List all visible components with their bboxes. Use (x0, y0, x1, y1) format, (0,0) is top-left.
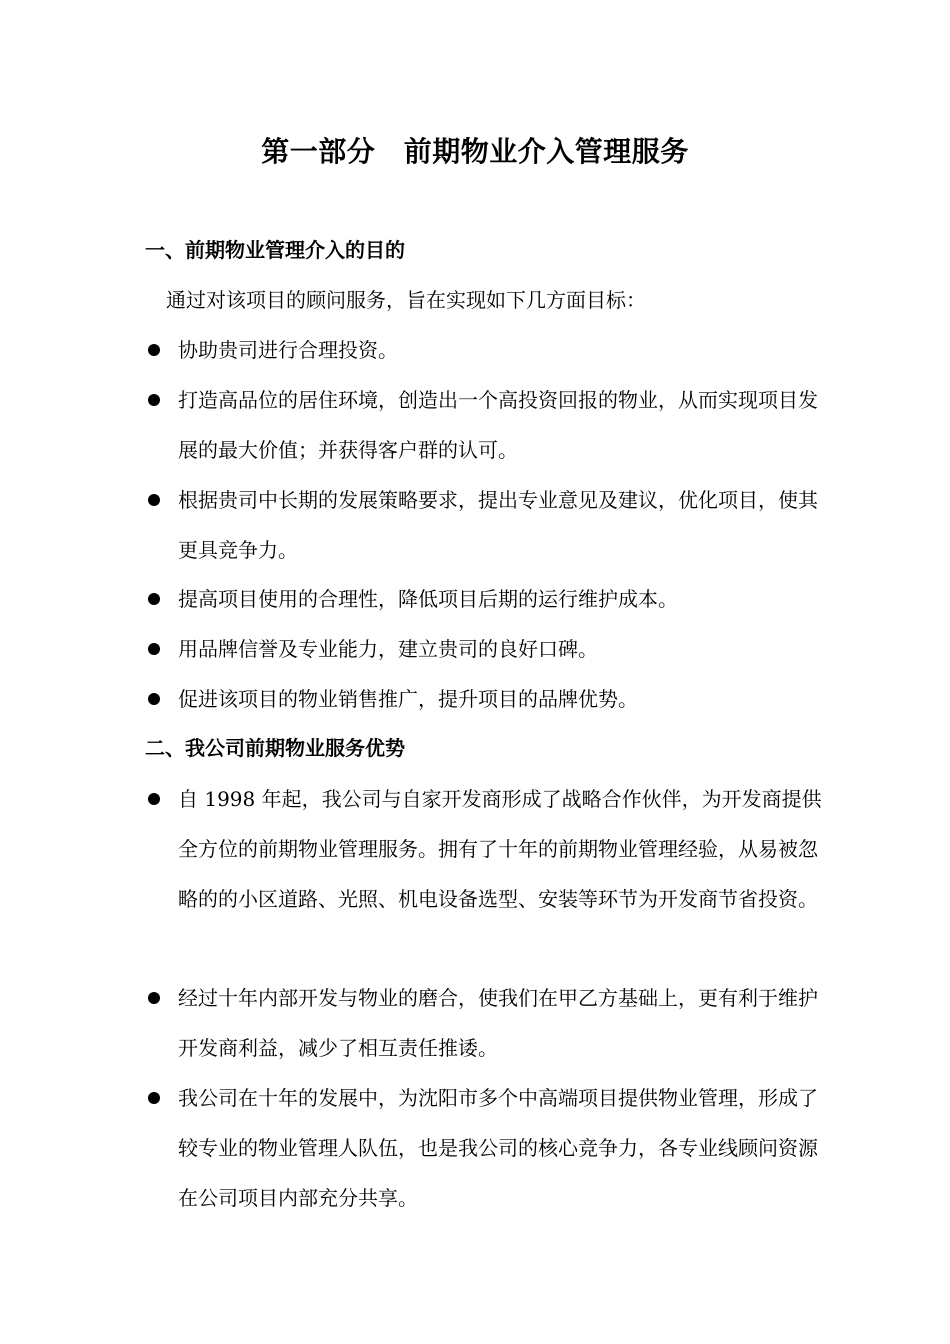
section-heading-advantages: 二、我公司前期物业服务优势 (145, 736, 405, 760)
list-item (145, 684, 825, 724)
section-heading-purpose: 一、前期物业管理介入的目的 (145, 238, 405, 262)
bullet-icon (148, 1092, 160, 1104)
list-item (145, 485, 825, 575)
list-item-text: 提高项目使用的合理性，降低项目后期的运行维护成本。 (178, 587, 678, 611)
page-title: 第一部分 前期物业介入管理服务 (261, 135, 689, 168)
list-item-text: 经过十年内部开发与物业的磨合，使我们在甲乙方基础上，更有利于维护开发商利益，减少了相互责任推诿。 (178, 986, 818, 1060)
bullet-icon (148, 793, 160, 805)
list-item-text: 促进该项目的物业销售推广，提升项目的品牌优势。 (178, 687, 638, 711)
bullet-icon (148, 693, 160, 705)
bullet-icon (148, 593, 160, 605)
bullet-icon (148, 992, 160, 1004)
list-item (145, 983, 825, 1073)
list-item-text: 打造高品位的居住环境，创造出一个高投资回报的物业，从而实现项目发展的最大价值；并获得客户群的认可。 (178, 388, 818, 462)
bullet-icon (148, 344, 160, 356)
bullet-icon (148, 494, 160, 506)
bullet-icon (148, 394, 160, 406)
list-item (145, 634, 825, 674)
list-item-text: 协助贵司进行合理投资。 (178, 338, 398, 362)
intro-paragraph: 通过对该项目的顾问服务，旨在实现如下几方面目标： (166, 288, 646, 312)
list-item (145, 335, 825, 375)
list-item-text: 我公司在十年的发展中，为沈阳市多个中高端项目提供物业管理，形成了较专业的物业管理人队伍，也是我公司的核心竞争力，各专业线顾问资源在公司项目内部充分共享。 (178, 1086, 818, 1210)
list-item-text: 自 1998 年起，我公司与自家开发商形成了战略合作伙伴，为开发商提供全方位的前期物业管理服务。拥有了十年的前期物业管理经验，从易被忽略的的小区道路、光照、机电设备选型、安装等环节为开发商节省投资。 (178, 787, 822, 911)
list-item-text: 根据贵司中长期的发展策略要求，提出专业意见及建议，优化项目，使其更具竞争力。 (178, 488, 818, 562)
list-item (145, 385, 825, 475)
list-item (145, 1083, 825, 1223)
list-item (145, 784, 825, 924)
bullet-icon (148, 643, 160, 655)
list-item-text: 用品牌信誉及专业能力，建立贵司的良好口碑。 (178, 637, 598, 661)
list-item (145, 584, 825, 624)
